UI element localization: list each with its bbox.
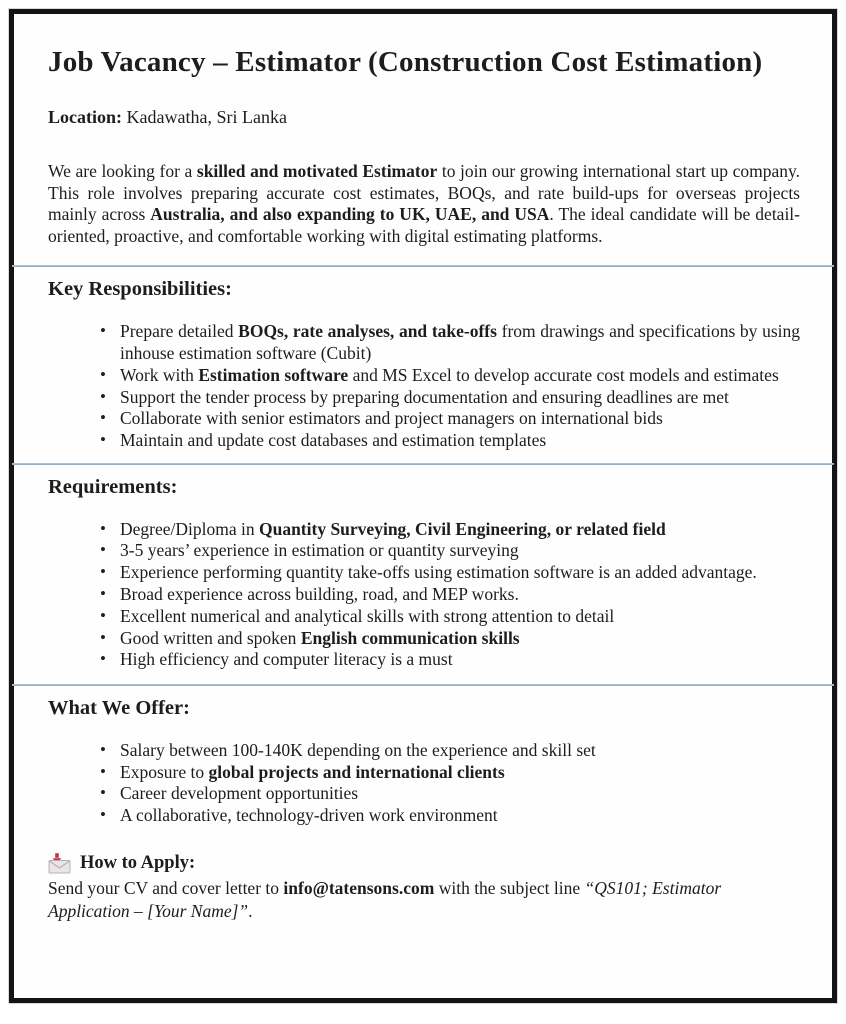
text-segment: to join our growing international start up company. This role involves preparing accurate cost estimates, BOQs, and rate build-ups for overseas projects mainly across xyxy=(48,160,800,225)
text-segment: English communication skills xyxy=(300,627,520,648)
text-segment: Estimation software xyxy=(198,364,349,385)
location-line xyxy=(48,107,800,128)
text-segment: Support the tender process by preparing documentation and ensuring deadlines are met xyxy=(120,386,729,407)
list-item xyxy=(100,628,800,650)
list-item xyxy=(100,783,800,805)
text-segment: Send your CV and cover letter to xyxy=(48,878,284,899)
list-item xyxy=(100,606,800,628)
text-segment: BOQs, rate analyses, and take-offs xyxy=(238,321,497,342)
list-item xyxy=(100,762,800,784)
what-we-offer-list xyxy=(100,740,800,827)
section-divider xyxy=(12,265,834,267)
text-segment: Degree/Diploma in xyxy=(120,518,259,539)
text-segment: 3-5 years’ experience in estimation or quantity surveying xyxy=(120,540,519,561)
list-item xyxy=(100,649,800,671)
section-divider xyxy=(12,463,834,465)
section-heading-what-we-offer: What We Offer: xyxy=(48,697,190,720)
text-segment: skilled and motivated Estimator xyxy=(196,160,438,181)
section-heading-key-responsibilities: Key Responsibilities: xyxy=(48,278,232,301)
requirements-list xyxy=(100,519,800,672)
key-responsibilities-list xyxy=(100,321,800,452)
list-item xyxy=(100,562,800,584)
text-segment: and MS Excel to develop accurate cost models and estimates xyxy=(348,364,779,385)
text-segment: Location: xyxy=(48,106,122,127)
text-segment: Kadawatha, Sri Lanka xyxy=(122,106,287,127)
list-item xyxy=(100,805,800,827)
text-segment: High efficiency and computer literacy is a must xyxy=(120,649,453,670)
list-item xyxy=(100,365,800,387)
page-content xyxy=(14,45,832,1024)
text-segment: Australia, and also expanding to UK, UAE, and USA xyxy=(150,204,550,225)
list-item xyxy=(100,519,800,541)
list-item xyxy=(100,540,800,562)
how-to-apply-heading xyxy=(48,852,800,874)
text-segment: “QS101; Estimator Application – [Your Name]” xyxy=(48,878,722,921)
text-segment: info@tatensons.com xyxy=(283,878,435,899)
list-item xyxy=(100,430,800,452)
text-segment: from drawings and specifications by using inhouse estimation software (Cubit) xyxy=(120,321,801,363)
text-segment: Exposure to xyxy=(120,761,209,782)
list-item xyxy=(100,740,800,762)
page-border-frame xyxy=(9,9,837,1003)
text-segment: Salary between 100-140K depending on the experience and skill set xyxy=(120,739,596,760)
text-segment: . The ideal candidate will be detail-oriented, proactive, and comfortable working with digital estimating platforms. xyxy=(48,204,801,247)
text-segment: Work with xyxy=(120,364,199,385)
text-segment: Excellent numerical and analytical skills with strong attention to detail xyxy=(120,605,615,626)
list-item xyxy=(100,584,800,606)
page-title: Job Vacancy – Estimator (Construction Cost Estimation) xyxy=(48,46,763,78)
text-segment: with the subject line xyxy=(434,878,585,899)
text-segment: Maintain and update cost databases and estimation templates xyxy=(120,430,547,451)
text-segment: Good written and spoken xyxy=(120,627,301,648)
how-to-apply-text xyxy=(48,877,800,922)
text-segment: Prepare detailed xyxy=(120,321,239,342)
list-item xyxy=(100,387,800,409)
text-segment: Quantity Surveying, Civil Engineering, or related field xyxy=(258,518,666,539)
list-item xyxy=(100,408,800,430)
how-to-apply-label: How to Apply: xyxy=(80,852,196,873)
section-divider xyxy=(12,684,834,686)
text-segment: We are looking for a xyxy=(48,160,197,181)
text-segment: global projects and international clients xyxy=(208,761,505,782)
text-segment: Collaborate with senior estimators and project managers on international bids xyxy=(120,408,663,429)
text-segment: Experience performing quantity take-offs using estimation software is an added advantage. xyxy=(120,562,757,583)
text-segment: A collaborative, technology-driven work environment xyxy=(120,805,498,826)
text-segment: Career development opportunities xyxy=(120,783,359,804)
list-item xyxy=(100,321,800,365)
section-heading-requirements: Requirements: xyxy=(48,475,178,498)
envelope-with-arrow-icon xyxy=(48,852,72,874)
text-segment: . xyxy=(248,900,253,921)
text-segment: Broad experience across building, road, and MEP works. xyxy=(120,584,519,604)
intro-paragraph xyxy=(48,161,800,248)
